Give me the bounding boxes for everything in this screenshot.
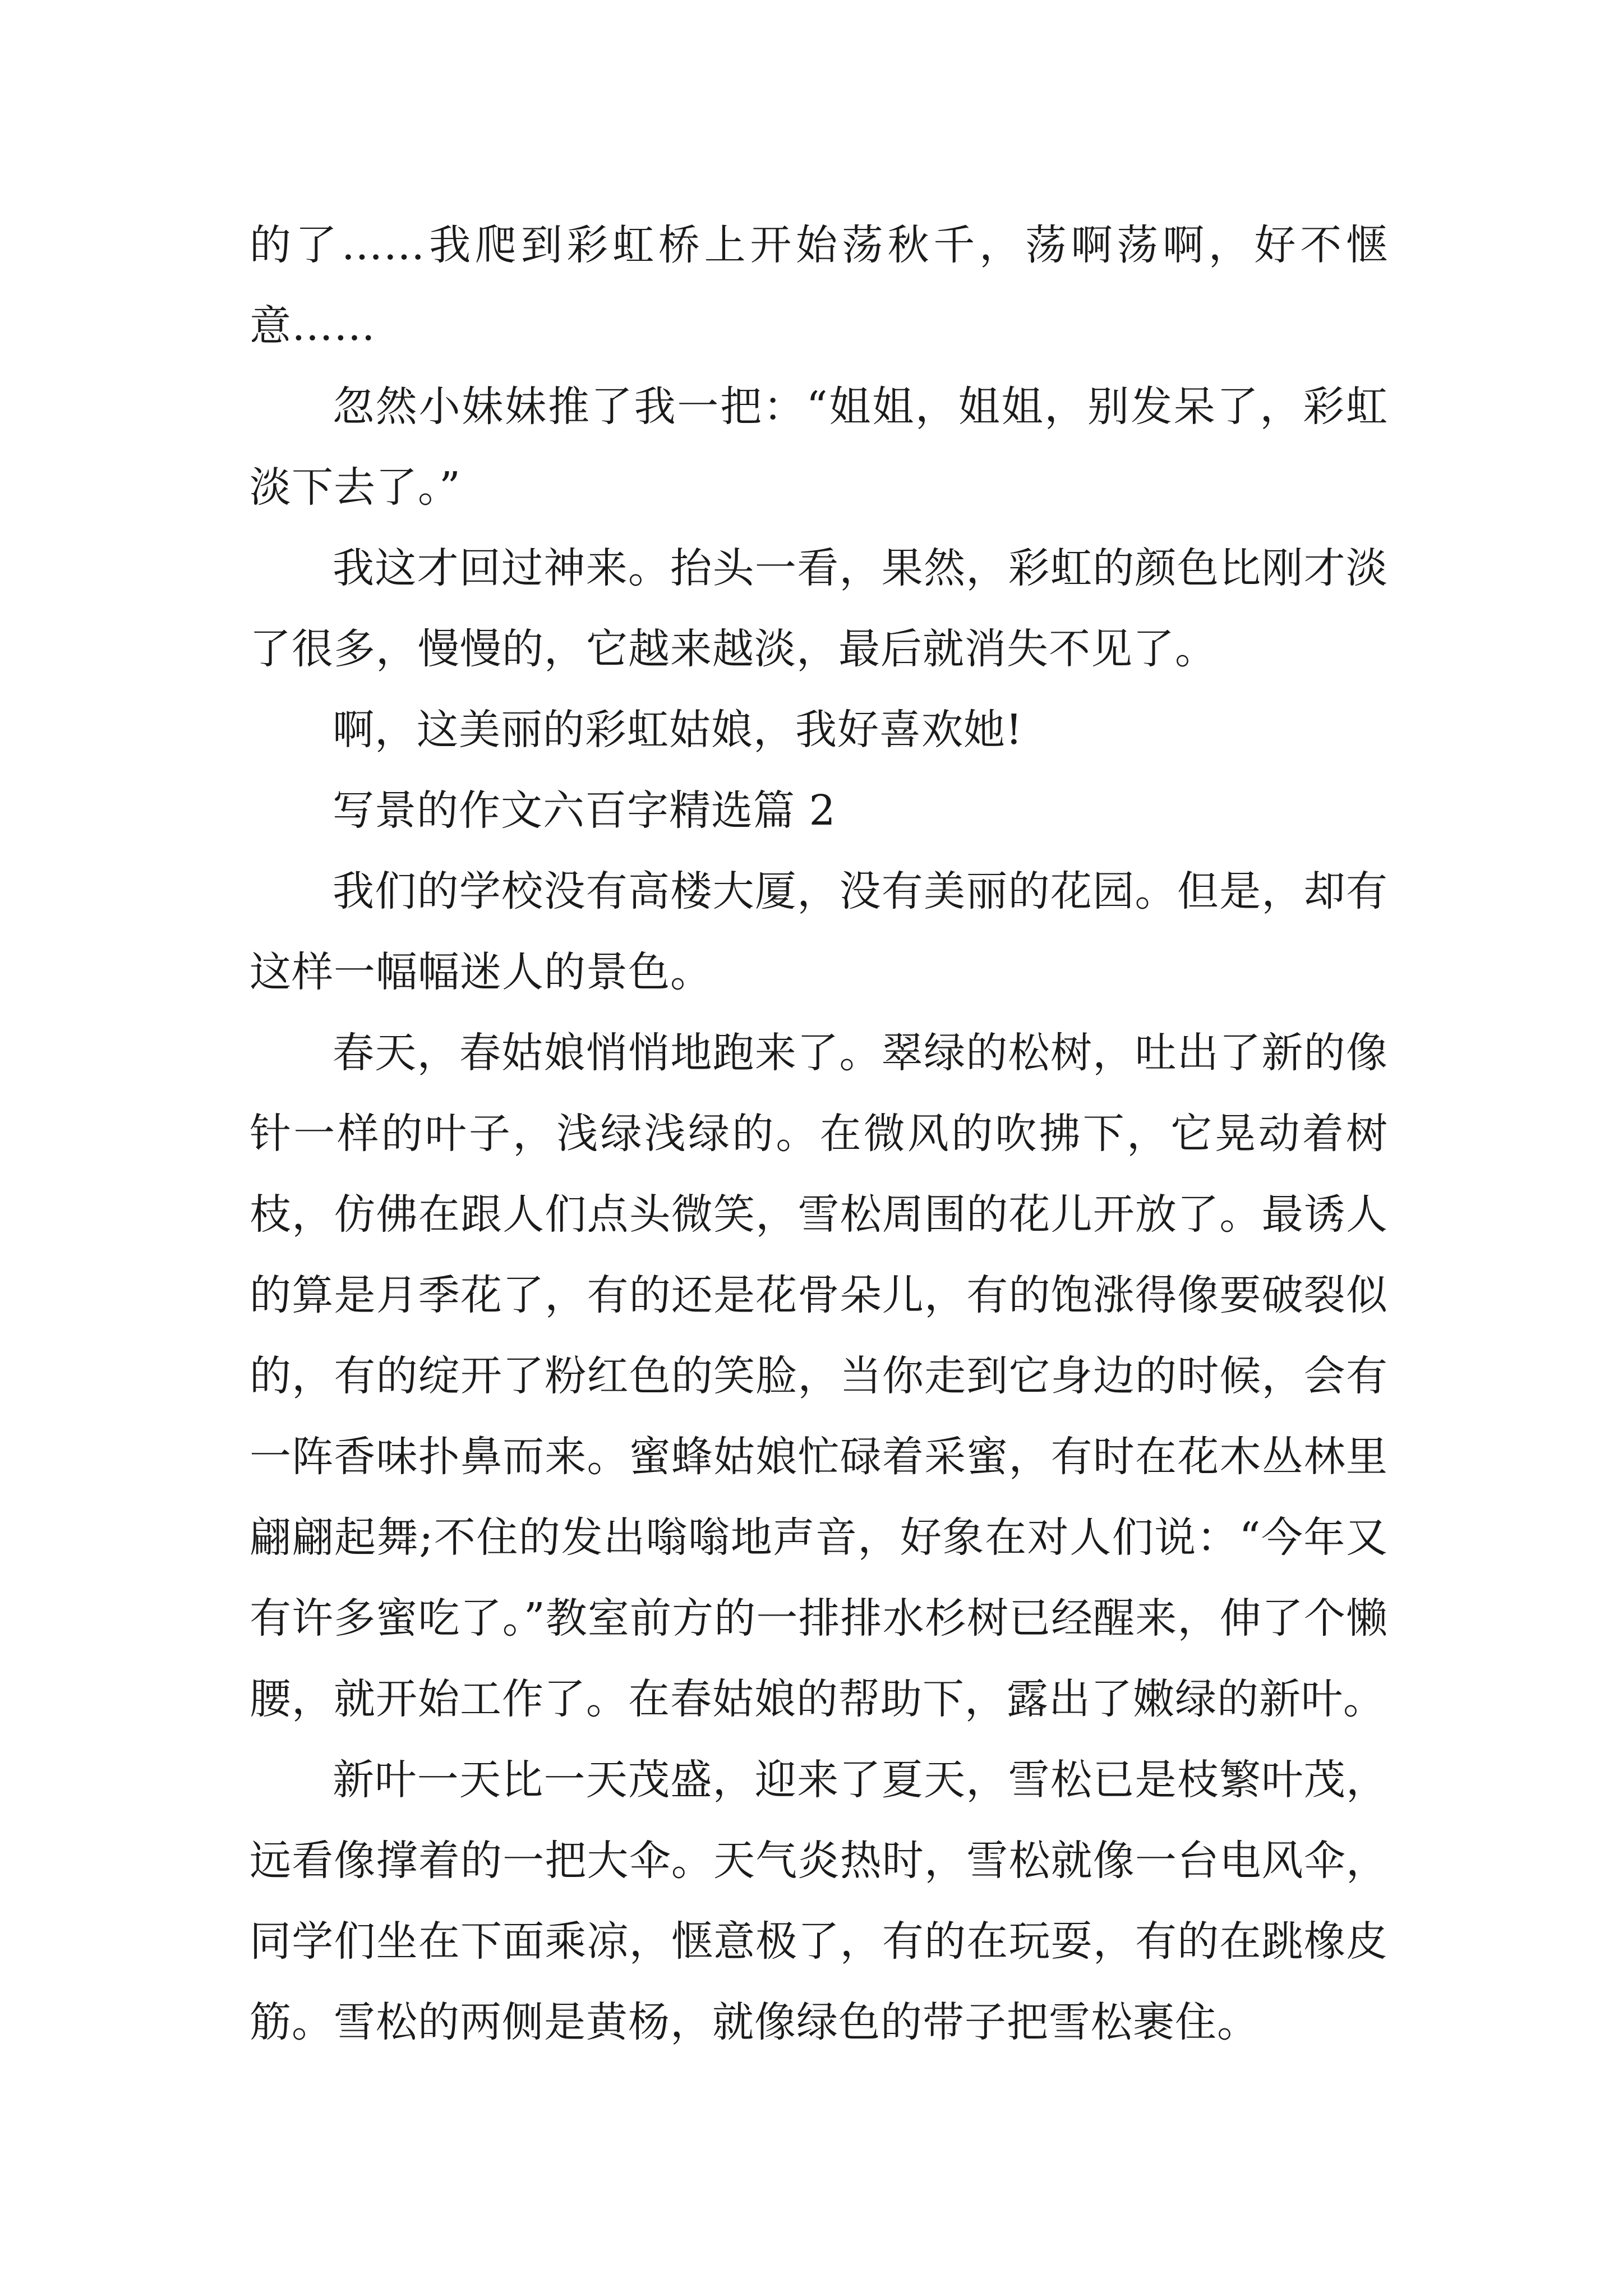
paragraph: 新叶一天比一天茂盛，迎来了夏天，雪松已是枝繁叶茂，远看像撑着的一把大伞。天气炎热时，雪松就像一台电风伞，同学们坐在下面乘凉，惬意极了，有的在玩耍，有的在跳橡皮筋。雪松的两侧是黄杨，就像绿色的带子把雪松裹住。	[250, 1756, 1388, 2046]
paragraph: 的了……我爬到彩虹桥上开始荡秋千，荡啊荡啊，好不惬意……	[250, 221, 1388, 350]
paragraph: 我这才回过神来。抬头一看，果然，彩虹的颜色比刚才淡了很多，慢慢的，它越来越淡，最后就消失不见了。	[250, 544, 1388, 673]
document-body	[250, 205, 1388, 2063]
paragraph: 我们的学校没有高楼大厦，没有美丽的花园。但是，却有这样一幅幅迷人的景色。	[250, 867, 1388, 996]
paragraph: 忽然小妹妹推了我一把：“姐姐，姐姐，别发呆了，彩虹淡下去了。”	[250, 383, 1388, 512]
section-heading: 写景的作文六百字精选篇 2	[333, 786, 836, 835]
paragraph: 啊，这美丽的彩虹姑娘，我好喜欢她!	[333, 706, 1023, 754]
paragraph: 春天，春姑娘悄悄地跑来了。翠绿的松树，吐出了新的像针一样的叶子，浅绿浅绿的。在微风的吹拂下，它晃动着树枝，仿佛在跟人们点头微笑，雪松周围的花儿开放了。最诱人的算是月季花了，有的还是花骨朵儿，有的饱涨得像要破裂似的，有的绽开了粉红色的笑脸，当你走到它身边的时候，会有一阵香味扑鼻而来。蜜蜂姑娘忙碌着采蜜，有时在花木丛林里翩翩起舞;不住的发出嗡嗡地声音，好象在对人们说：“今年又有许多蜜吃了。”教室前方的一排排水杉树已经醒来，伸了个懒腰，就开始工作了。在春姑娘的帮助下，露出了嫩绿的新叶。	[250, 1029, 1388, 1723]
